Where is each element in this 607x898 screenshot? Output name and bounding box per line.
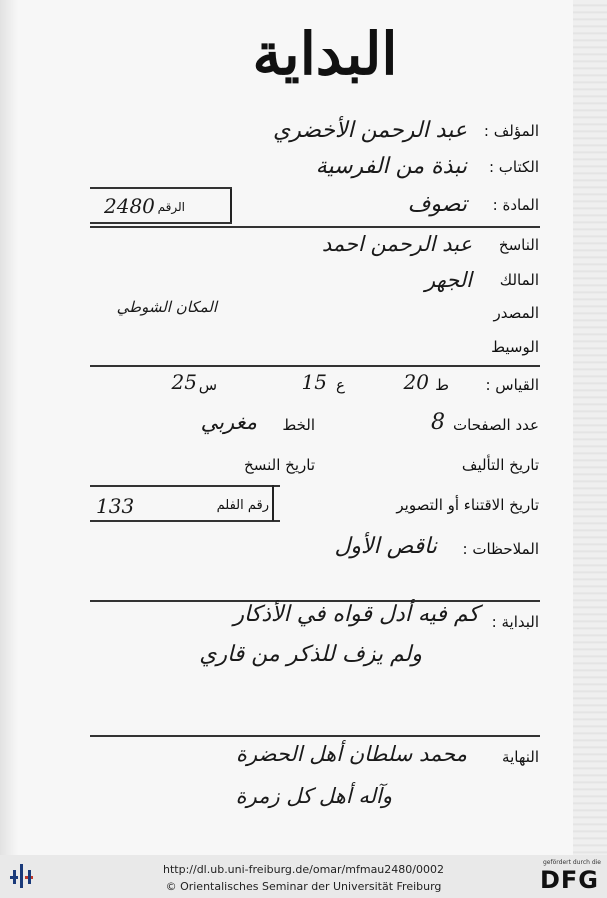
source-label: المصدر xyxy=(493,304,539,322)
number-box-bottom xyxy=(90,222,232,224)
measure-s-value: 25 xyxy=(171,370,197,394)
divider-1 xyxy=(90,226,540,228)
book-value: نبذة من الفرسية xyxy=(315,154,467,179)
intermediary-label: الوسيط xyxy=(491,338,539,356)
dfg-logo: DFG xyxy=(539,866,599,894)
beginning-line-2: ولم يزف للذكر من قاري xyxy=(199,642,422,667)
card-left-edge xyxy=(0,0,18,855)
divider-4 xyxy=(90,735,540,737)
book-label: الكتاب : xyxy=(488,158,539,176)
owner-label: المالك xyxy=(499,271,539,289)
card-title: البداية xyxy=(252,20,398,88)
measure-a-value: 15 xyxy=(301,370,327,394)
subject-value: تصوف xyxy=(407,192,467,217)
copyist-label: الناسخ xyxy=(498,236,539,254)
subject-label: المادة : xyxy=(492,196,539,214)
acquisition-date-label: تاريخ الاقتناء أو التصوير xyxy=(396,496,539,514)
measure-t-value: 20 xyxy=(403,370,429,394)
film-label: رقم الفلم xyxy=(216,498,269,513)
script-label: الخط xyxy=(282,416,315,434)
notes-label: الملاحظات : xyxy=(462,540,539,558)
footer-bar xyxy=(0,855,607,898)
number-box-top xyxy=(90,187,232,189)
film-box-side xyxy=(272,485,274,521)
notes-value: ناقص الأول xyxy=(334,534,437,559)
pages-value: 8 xyxy=(431,410,445,435)
card-right-edge xyxy=(573,0,607,855)
number-value: 2480 xyxy=(104,194,155,218)
owner-value: الجهر xyxy=(424,268,472,292)
film-value: 133 xyxy=(96,494,135,518)
film-box-top xyxy=(90,485,280,487)
copy-date-label: تاريخ النسخ xyxy=(244,456,315,474)
beginning-label: البداية : xyxy=(491,613,539,631)
pages-label: عدد الصفحات xyxy=(453,416,539,434)
measure-s-label: س xyxy=(198,376,217,394)
source-url-link[interactable]: http://dl.ub.uni-freiburg.de/omar/mfmau2480/0002 xyxy=(163,863,444,876)
ending-line-2: وآله أهل كل زمرة xyxy=(235,784,392,808)
script-value: مغربي xyxy=(200,410,257,434)
copyright-text: © Orientalisches Seminar der Universität Freiburg xyxy=(165,880,442,893)
beginning-line-1: كم فيه أدل قواه في الأذكار xyxy=(233,602,479,627)
copyist-value: عبد الرحمن احمد xyxy=(321,232,472,256)
author-label: المؤلف : xyxy=(483,122,539,140)
divider-2 xyxy=(90,365,540,367)
composition-date-label: تاريخ التأليف xyxy=(461,456,539,474)
film-box-bottom xyxy=(90,520,280,522)
ending-label: النهاية xyxy=(502,748,539,766)
measure-a-label: ع xyxy=(336,376,345,394)
dfg-note: gefördert durch die xyxy=(543,859,601,866)
ending-line-1: محمد سلطان أهل الحضرة xyxy=(236,742,467,766)
measure-label: القياس : xyxy=(485,376,539,394)
number-label: الرقم xyxy=(157,200,185,214)
source-value: المكان الشوطي xyxy=(116,298,217,316)
measure-t-label: ط xyxy=(435,376,449,394)
author-value: عبد الرحمن الأخضري xyxy=(272,118,467,143)
